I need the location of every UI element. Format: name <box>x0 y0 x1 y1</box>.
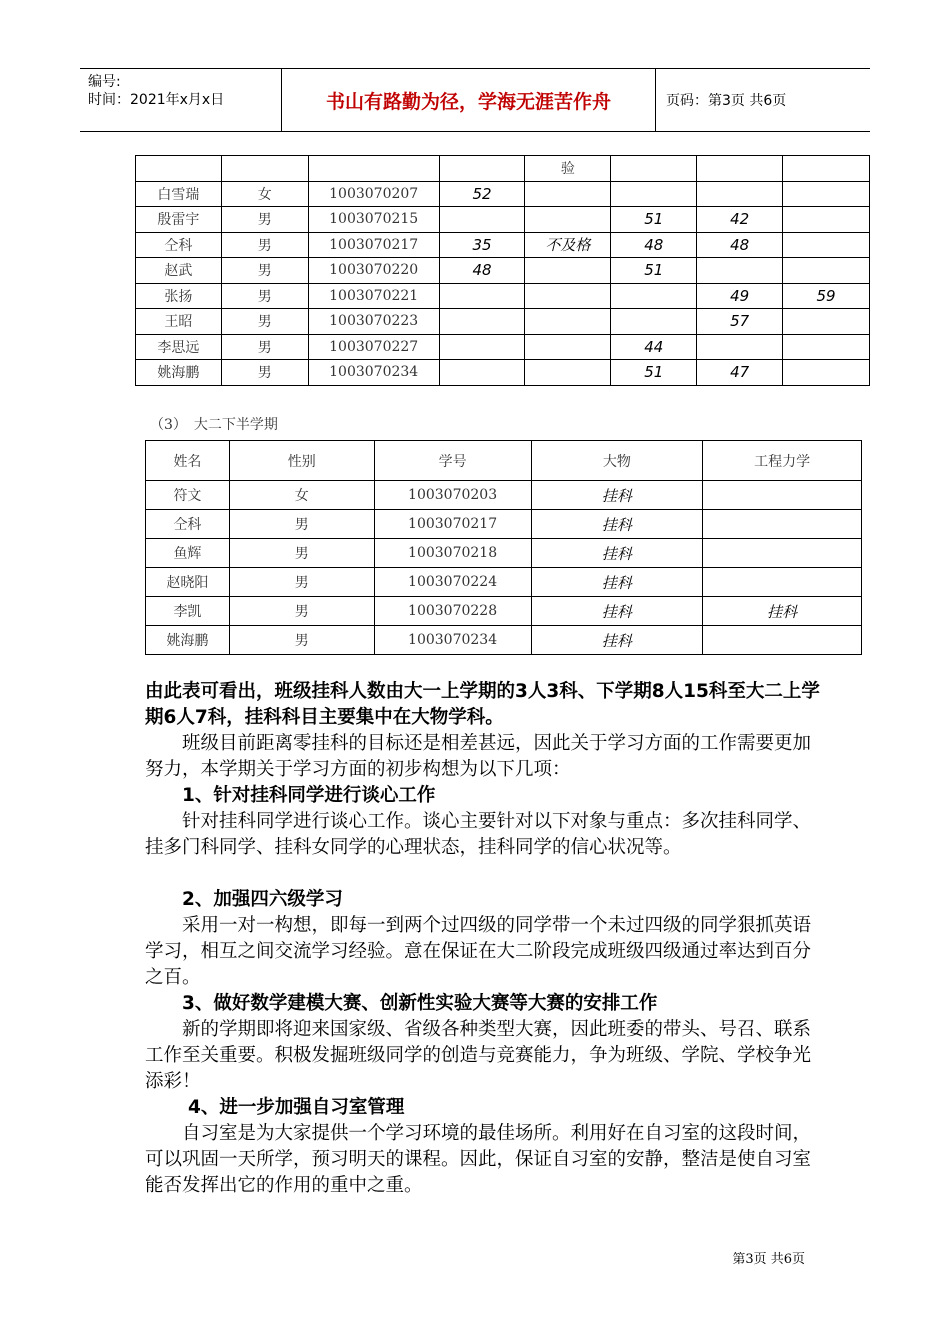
table-cell: 女 <box>221 181 308 207</box>
table-row <box>136 309 870 335</box>
table-row <box>136 156 870 182</box>
heading-2: 2、加强四六级学习 <box>182 889 343 910</box>
table-cell: 女 <box>229 481 374 510</box>
table-cell: 挂科 <box>531 597 703 626</box>
table-cell: 男 <box>229 539 374 568</box>
header-meta <box>80 69 282 131</box>
grades-table-1 <box>135 155 870 386</box>
table-cell: 1003070218 <box>374 539 531 568</box>
table-cell: 男 <box>229 568 374 597</box>
table-cell: 1003070217 <box>374 510 531 539</box>
table-cell <box>611 181 697 207</box>
table-cell <box>783 232 870 258</box>
table-cell: 男 <box>229 597 374 626</box>
table-cell: 52 <box>439 181 525 207</box>
table-cell <box>525 258 611 284</box>
paragraph-3: 新的学期即将迎来国家级、省级各种类型大赛，因此班委的带头、号召、联系工作至关重要。积极发掘班级同学的创造与竞赛能力，争为班级、学院、学校争光添彩！ <box>145 1019 812 1092</box>
table-cell: 51 <box>611 360 697 386</box>
table-cell: 47 <box>697 360 783 386</box>
table-cell <box>439 283 525 309</box>
table-cell: 仝科 <box>136 232 222 258</box>
table-cell: 鱼辉 <box>146 539 230 568</box>
table-cell: 赵晓阳 <box>146 568 230 597</box>
code-label: 编号: <box>88 74 121 90</box>
table-cell <box>136 156 222 182</box>
table-cell: 赵武 <box>136 258 222 284</box>
table-cell: 男 <box>221 232 308 258</box>
table-cell: 不及格 <box>525 232 611 258</box>
table-row <box>136 360 870 386</box>
table-cell: 1003070217 <box>308 232 439 258</box>
table-cell <box>525 360 611 386</box>
table-cell: 男 <box>221 207 308 233</box>
table-row <box>146 510 862 539</box>
table-cell <box>221 156 308 182</box>
time-label: 时间：2021年x月x日 <box>88 92 225 108</box>
table-cell: 1003070223 <box>308 309 439 335</box>
table-row <box>146 481 862 510</box>
table-cell: 1003070203 <box>374 481 531 510</box>
table-cell <box>439 360 525 386</box>
table-cell: 挂科 <box>703 597 862 626</box>
table-cell: 李凯 <box>146 597 230 626</box>
table-cell: 挂科 <box>531 626 703 655</box>
table-row <box>136 181 870 207</box>
table-cell: 1003070234 <box>374 626 531 655</box>
table-cell: 姓名 <box>146 441 230 481</box>
body-text <box>145 679 825 1199</box>
table-row <box>146 539 862 568</box>
table-cell: 学号 <box>374 441 531 481</box>
paragraph-1: 针对挂科同学进行谈心工作。谈心主要针对以下对象与重点：多次挂科同学、挂多门科同学、挂科女同学的心理状态，挂科同学的信心状况等。 <box>145 811 812 858</box>
table-cell: 张扬 <box>136 283 222 309</box>
heading-1: 1、针对挂科同学进行谈心工作 <box>182 785 436 806</box>
table-cell <box>525 207 611 233</box>
table-cell <box>703 510 862 539</box>
table-cell: 57 <box>697 309 783 335</box>
table-cell <box>611 156 697 182</box>
table-cell: 1003070224 <box>374 568 531 597</box>
paragraph-4: 自习室是为大家提供一个学习环境的最佳场所。利用好在自习室的这段时间，可以巩固一天所学，预习明天的课程。因此，保证自习室的安静，整洁是使自习室能否发挥出它的作用的重中之重。 <box>145 1123 812 1196</box>
table-cell: 1003070215 <box>308 207 439 233</box>
table-cell <box>783 207 870 233</box>
table-cell: 仝科 <box>146 510 230 539</box>
table-cell <box>439 334 525 360</box>
table-cell: 李思远 <box>136 334 222 360</box>
table-cell <box>703 626 862 655</box>
table-cell: 男 <box>221 283 308 309</box>
table-cell <box>783 309 870 335</box>
table-cell: 59 <box>783 283 870 309</box>
table-cell: 男 <box>221 309 308 335</box>
table-cell <box>439 207 525 233</box>
table-cell <box>783 334 870 360</box>
table-cell <box>697 156 783 182</box>
table-cell <box>525 283 611 309</box>
table-cell <box>611 283 697 309</box>
table-row <box>146 626 862 655</box>
table-cell: 验 <box>525 156 611 182</box>
table-cell: 1003070234 <box>308 360 439 386</box>
table-cell: 白雪瑞 <box>136 181 222 207</box>
table-row <box>146 597 862 626</box>
summary-paragraph: 由此表可看出，班级挂科人数由大一上学期的3人3科、下学期8人15科至大二上学期6人7科，挂科科目主要集中在大物学科。 <box>145 681 820 728</box>
table-cell: 大物 <box>531 441 703 481</box>
table-cell: 男 <box>221 334 308 360</box>
table-cell: 1003070227 <box>308 334 439 360</box>
table-row <box>136 283 870 309</box>
table-cell: 挂科 <box>531 539 703 568</box>
table-cell: 1003070220 <box>308 258 439 284</box>
heading-3: 3、做好数学建模大赛、创新性实验大赛等大赛的安排工作 <box>182 993 658 1014</box>
table-cell <box>703 539 862 568</box>
table-cell: 1003070228 <box>374 597 531 626</box>
table-cell: 51 <box>611 207 697 233</box>
paragraph-2: 采用一对一构想，即每一到两个过四级的同学带一个未过四级的同学狠抓英语学习，相互之间交流学习经验。意在保证在大二阶段完成班级四级通过率达到百分之百。 <box>145 915 812 988</box>
table-cell: 挂科 <box>531 568 703 597</box>
table-cell <box>783 181 870 207</box>
table-cell: 49 <box>697 283 783 309</box>
table-cell: 姚海鹏 <box>136 360 222 386</box>
intro-paragraph: 班级目前距离零挂科的目标还是相差甚远，因此关于学习方面的工作需要更加努力，本学期关于学习方面的初步构想为以下几项： <box>145 733 812 780</box>
table-cell: 44 <box>611 334 697 360</box>
table-row <box>136 334 870 360</box>
table-cell: 48 <box>439 258 525 284</box>
table-row <box>136 258 870 284</box>
table-cell <box>308 156 439 182</box>
table-cell: 1003070207 <box>308 181 439 207</box>
table-cell <box>439 309 525 335</box>
table-cell: 51 <box>611 258 697 284</box>
table-cell <box>703 481 862 510</box>
table-cell <box>525 309 611 335</box>
table-cell <box>783 360 870 386</box>
table-cell: 性别 <box>229 441 374 481</box>
table-cell: 1003070221 <box>308 283 439 309</box>
table-cell: 35 <box>439 232 525 258</box>
table-cell <box>525 334 611 360</box>
table-cell: 男 <box>229 510 374 539</box>
table-cell <box>697 334 783 360</box>
table-cell: 挂科 <box>531 481 703 510</box>
table-cell: 殷雷宇 <box>136 207 222 233</box>
table-cell <box>439 156 525 182</box>
table-cell: 男 <box>221 360 308 386</box>
motto: 书山有路勤为径，学海无涯苦作舟 <box>282 69 656 131</box>
table-row <box>146 441 862 481</box>
table-cell <box>697 181 783 207</box>
table-row <box>146 568 862 597</box>
table-cell: 姚海鹏 <box>146 626 230 655</box>
table-row <box>136 207 870 233</box>
table-cell: 王昭 <box>136 309 222 335</box>
table-row <box>136 232 870 258</box>
grades-table-2 <box>145 440 862 655</box>
table-cell: 48 <box>611 232 697 258</box>
page-footer: 第3页 共6页 <box>732 1252 805 1267</box>
table-cell <box>525 181 611 207</box>
table-cell: 男 <box>221 258 308 284</box>
table-cell: 工程力学 <box>703 441 862 481</box>
page-info: 页码：第3页 共6页 <box>666 93 787 109</box>
page-header <box>80 68 870 132</box>
table-cell: 符文 <box>146 481 230 510</box>
table-cell <box>703 568 862 597</box>
table-cell <box>783 258 870 284</box>
table-cell <box>697 258 783 284</box>
table-cell: 48 <box>697 232 783 258</box>
table-cell: 挂科 <box>531 510 703 539</box>
table-cell: 42 <box>697 207 783 233</box>
table-cell: 男 <box>229 626 374 655</box>
table-cell <box>611 309 697 335</box>
table2-caption: （3） 大二下半学期 <box>150 417 278 433</box>
table-cell <box>783 156 870 182</box>
heading-4: 4、进一步加强自习室管理 <box>188 1097 405 1118</box>
